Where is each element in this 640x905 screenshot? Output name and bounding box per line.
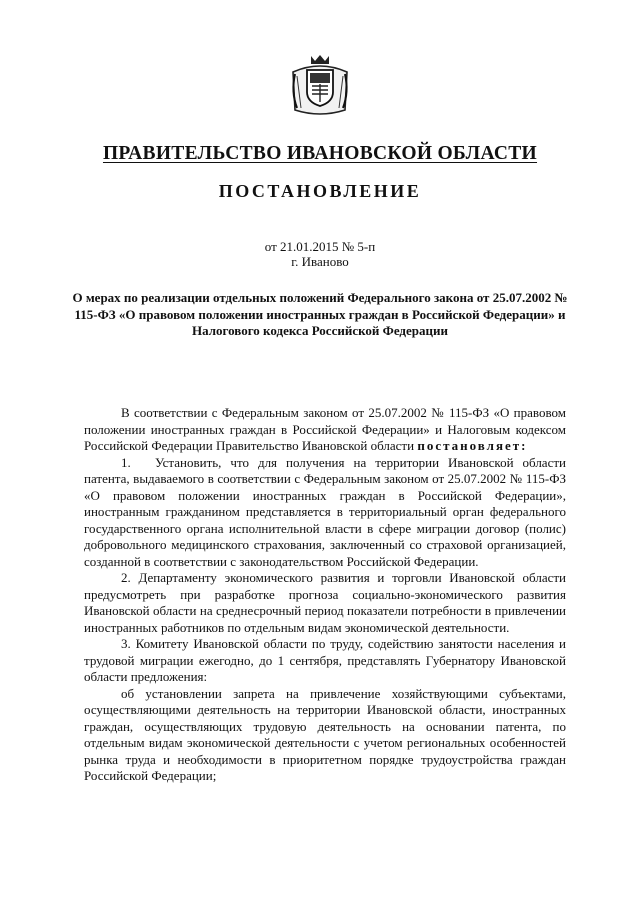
coat-of-arms-icon xyxy=(287,52,353,118)
clause-number: 1. xyxy=(121,454,131,470)
subclause: об установлении запрета на привлечение хозяйствующими субъектами, осуществляющими деятельность на территории Ивановской области, иностранных граждан, осуществляющих трудовую деятельность на основании патента, по отдельным видам экономической деятельности с учетом региональных особенностей рынка труда и необходимости в приоритетном порядке трудоустройства граждан Российской Федерации; xyxy=(84,685,566,783)
decree-word: постановляет: xyxy=(417,438,528,453)
document-subject: О мерах по реализации отдельных положений Федерального закона от 25.07.2002 № 115-ФЗ «О правовом положении иностранных граждан в Российской Федерации» и Налогового кодекса Российской Федерации xyxy=(72,290,568,338)
clause-text: Комитету Ивановской области по труду, содействию занятости населения и трудовой миграции ежегодно, до 1 сентября, представлять Губернатору Ивановской области предложения: xyxy=(84,636,567,684)
clause-text: Установить, что для получения на территории Ивановской области патента, выдаваемого в соответствии с Федеральным законом от 25.07.2002 № 115-ФЗ «О правовом положении иностранных граждан в Российской Федерации», иностранным гражданином представляется в территориальный орган федерального государственного органа исполнительной власти в сфере миграции договор (полис) добровольного медицинского страхования, заключенный со страховой организацией, созданной в соответствии с законодательством Российской Федерации. xyxy=(84,454,566,569)
clause-1 xyxy=(84,455,566,571)
clause-number: 3. xyxy=(121,636,131,651)
document-body xyxy=(84,405,566,785)
clause-number: 2. xyxy=(121,570,131,585)
preamble-paragraph xyxy=(84,405,566,455)
document-date-block xyxy=(0,239,640,269)
clause-2 xyxy=(84,570,566,636)
preamble-text: В соответствии с Федеральным законом от 25.07.2002 № 115-ФЗ «О правовом положении иностранных граждан в Российской Федерации» и Налоговым кодексом Российской Федерации Правительство Ивановской области xyxy=(84,405,566,453)
clause-text: Департаменту экономического развития и торговли Ивановской области предусмотреть при разработке прогноза социально-экономического развития Ивановской области на среднесрочный период показатели потребности в привлечении иностранных работников по отдельным видам экономической деятельности. xyxy=(84,570,566,635)
government-title: ПРАВИТЕЛЬСТВО ИВАНОВСКОЙ ОБЛАСТИ xyxy=(102,143,538,164)
document-type: ПОСТАНОВЛЕНИЕ xyxy=(218,181,422,201)
document-city: г. Иваново xyxy=(291,254,349,269)
document-date-number: от 21.01.2015 № 5-п xyxy=(264,239,376,254)
clause-3 xyxy=(84,636,566,686)
